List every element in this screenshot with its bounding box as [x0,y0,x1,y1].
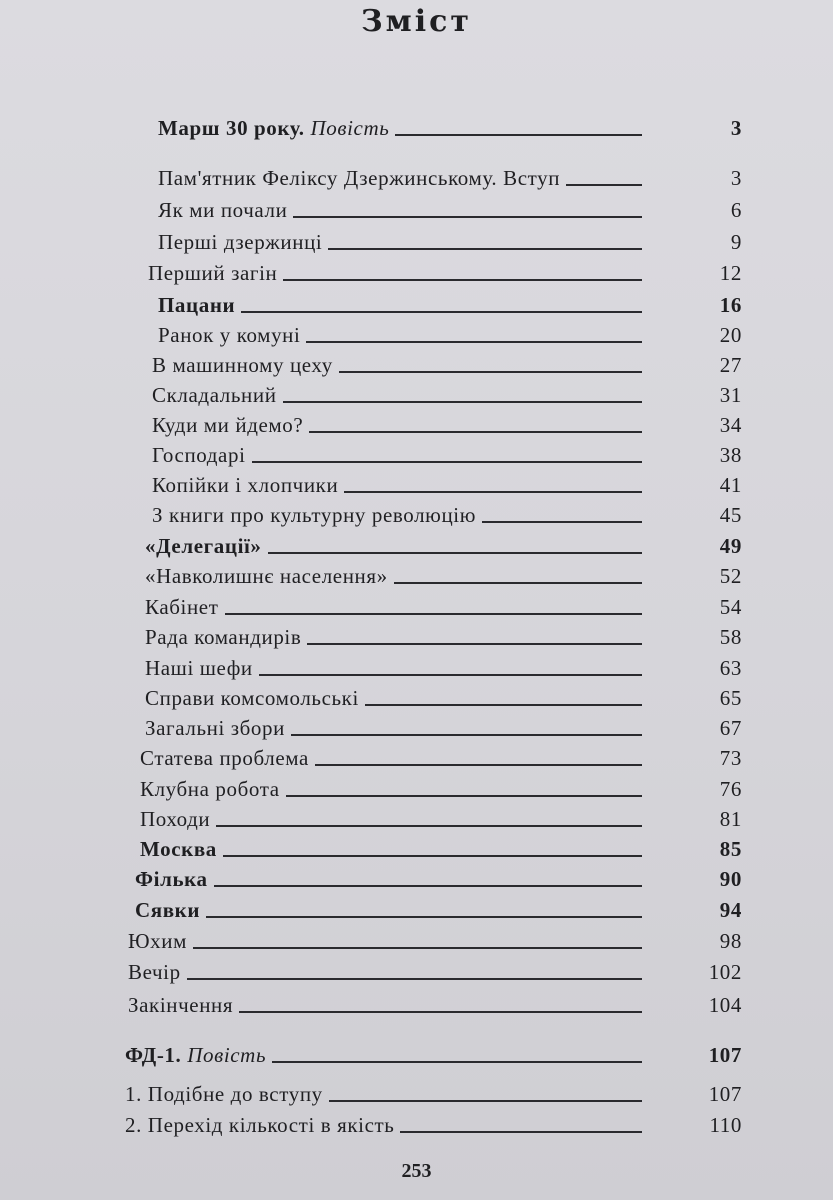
dot-leader [252,461,642,463]
toc-entry-page: 3 [730,166,742,190]
dot-leader [306,341,642,343]
toc-entry-title: Пацани [158,293,236,317]
dot-leader [329,1100,642,1102]
toc-entry [0,198,833,228]
toc-entry-title: Походи [140,807,211,831]
toc-entry-page: 45 [719,503,742,527]
toc-entry-page: 38 [719,443,742,467]
dot-leader [187,978,642,980]
toc-entry-page: 52 [719,564,742,588]
toc-entry-page: 98 [719,929,742,953]
toc-entry-title: Господарі [152,443,246,467]
toc-entry [0,1082,833,1112]
toc-entry-page: 58 [719,625,742,649]
dot-leader [309,431,642,433]
toc-entry-page: 67 [719,716,742,740]
toc-entry [0,595,833,625]
toc-entry-page: 9 [730,230,742,254]
toc-entry-page: 27 [719,353,742,377]
toc-entry-genre: Повість [187,1043,267,1067]
toc-entry [0,323,833,353]
toc-entry-page: 16 [719,293,742,317]
toc-entry-page: 54 [719,595,742,619]
dot-leader [268,552,642,554]
toc-entry-title: Рада командирів [145,625,302,649]
toc-entry [0,473,833,503]
toc-entry [0,898,833,928]
dot-leader [339,371,642,373]
toc-entry-page: 110 [709,1113,742,1137]
toc-entry-page: 107 [708,1043,742,1067]
toc-entry-page: 12 [719,261,742,285]
toc-entry [0,777,833,807]
toc-entry-page: 49 [719,534,742,558]
dot-leader [283,279,642,281]
toc-entry [0,443,833,473]
dot-leader [344,491,642,493]
dot-leader [291,734,642,736]
toc-entry [0,383,833,413]
dot-leader [239,1011,642,1013]
toc-entry [0,746,833,776]
toc-entry-page: 31 [719,383,742,407]
toc-entry-title: 2. Перехід кількості в якість [125,1113,395,1137]
toc-entry-title: Копійки і хлопчики [152,473,339,497]
toc-entry-title: «Делегації» [145,534,262,558]
toc-entry [0,230,833,260]
toc-entry [0,261,833,291]
toc-entry-title: Пам'ятник Феліксу Дзержинському. Вступ [158,166,561,190]
dot-leader [259,674,642,676]
toc-entry [0,166,833,196]
toc-entry [0,867,833,897]
toc-entry-title: В машинному цеху [152,353,333,377]
dot-leader [315,764,642,766]
toc-entry-title: Москва [140,837,217,861]
toc-entry-title: Перші дзержинці [158,230,323,254]
toc-entry-page: 34 [719,413,742,437]
toc-entry-title: Складальний [152,383,277,407]
toc-entry-title: Статева проблема [140,746,309,770]
toc-entry [0,656,833,686]
dot-leader [193,947,642,949]
toc-entry [0,960,833,990]
toc-entry-page: 90 [719,867,742,891]
toc-entry [0,625,833,655]
dot-leader [395,134,642,136]
dot-leader [214,885,642,887]
toc-entry-title: «Навколишнє населення» [145,564,388,588]
dot-leader [241,311,642,313]
toc-entry [0,1113,833,1143]
dot-leader [206,916,642,918]
toc-entry [0,413,833,443]
toc-entry [0,293,833,323]
toc-entry [0,686,833,716]
toc-entry-title: Наші шефи [145,656,253,680]
toc-entry-page: 107 [708,1082,742,1106]
toc-entry-title: Клубна робота [140,777,280,801]
dot-leader [286,795,642,797]
toc-entry-title: Марш 30 року. Повість [158,116,390,140]
toc-entry-genre: Повість [310,116,390,140]
toc-entry-page: 3 [730,116,742,140]
toc-entry-page: 76 [719,777,742,801]
toc-entry-title: Кабінет [145,595,219,619]
toc-entry [0,929,833,959]
toc-entry-title: Закінчення [128,993,234,1017]
dot-leader [566,184,642,186]
toc-entry-page: 20 [719,323,742,347]
toc-entry-title: Справи комсомольські [145,686,359,710]
dot-leader [272,1061,642,1063]
toc-entry-page: 102 [708,960,742,984]
dot-leader [216,825,642,827]
page-title: Зміст [361,4,472,39]
dot-leader [328,248,642,250]
toc-entry-title: Вечір [128,960,181,984]
toc-entry-page: 73 [719,746,742,770]
toc-entry-title: 1. Подібне до вступу [125,1082,323,1106]
dot-leader [223,855,642,857]
dot-leader [365,704,642,706]
toc-entry-title: Загальні збори [145,716,285,740]
toc-entry-title: Ранок у комуні [158,323,301,347]
toc-entry-page: 65 [719,686,742,710]
dot-leader [307,643,642,645]
toc-entry-title: З книги про культурну революцію [152,503,477,527]
dot-leader [394,582,642,584]
toc-entry-title: Філька [135,867,208,891]
toc-entry-page: 81 [719,807,742,831]
toc-entry [0,564,833,594]
toc-entry-page: 63 [719,656,742,680]
toc-entry-title: Куди ми йдемо? [152,413,304,437]
toc-entry [0,116,833,146]
toc-entry [0,807,833,837]
toc-entry-page: 104 [708,993,742,1017]
toc-entry [0,993,833,1023]
toc-entry-title: Як ми почали [158,198,288,222]
toc-entry [0,353,833,383]
toc-entry-title: Юхим [128,929,188,953]
toc-entry-page: 94 [719,898,742,922]
toc-entry-title: Сявки [135,898,201,922]
dot-leader [400,1131,642,1133]
dot-leader [225,613,642,615]
dot-leader [482,521,642,523]
dot-leader [283,401,642,403]
toc-entry-title: ФД-1. Повість [125,1043,267,1067]
toc-entry [0,1043,833,1073]
page-number: 253 [401,1160,432,1182]
toc-entry-title: Перший загін [148,261,278,285]
toc-entry-page: 41 [719,473,742,497]
toc-entry [0,837,833,867]
toc-entry-page: 6 [730,198,742,222]
toc-entry [0,716,833,746]
toc-entry-page: 85 [719,837,742,861]
toc-entry [0,503,833,533]
toc-entry [0,534,833,564]
dot-leader [293,216,642,218]
